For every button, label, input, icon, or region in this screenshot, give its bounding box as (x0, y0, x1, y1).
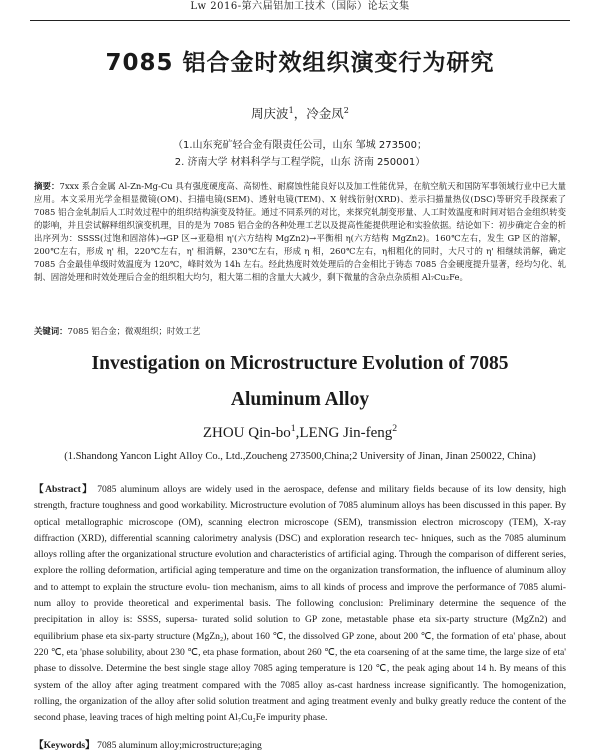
running-header-text: Lw 2016-第六届铝加工技术（国际）论坛文集 (190, 1, 410, 12)
chinese-abstract (34, 180, 566, 284)
author-2-affiliation-mark: 2 (343, 104, 349, 115)
chinese-keywords-label: 关键词： (34, 326, 68, 336)
author-2: 冷金凤 (306, 106, 344, 121)
chinese-affiliation-2: 2. 济南大学 材料科学与工程学院，山东 济南 250001） (174, 157, 426, 168)
english-abstract-text: 7085 aluminum alloys are widely used in the aerospace, defense and military fields because of its low density, high strength, fracture toughness and good workability. Microstructure evolution of 7085 aluminum alloys has been discussed in this paper. By optical metallographic microscope (OM), scanning electron microscope (SEM), transmission electron microscopy (TEM), X-ray diffraction (XRD), differential scanning calorimetry analysis (DSC) and exploration research tec- hniques, such as the 7085 aluminum alloys rolling after the organizational structure evolution and characteristics of artificial aging. Through the comparison of different series, explore the rolling deformation, artificial aging temperature and time on the organization transformation, the influence of aluminum alloy and to attempt to explain the structure evolu- tion mechanism, aims to all kinds of process and improve the performance of 7085 alumi- num alloy to provide theoretical and experimental basis. The following conclusion: Preliminary determine the sequence of the precipitation in alloy is: SSSS, supersa- turated solid solution to GP zone, metastable phase eta six-party structure (MgZn2) and equilibrium phase eta six-party structure (MgZn₂), about 160 ℃, the dissolved GP zone, about 200 ℃, the formation of eta' phase, about 220 ℃, eta 'phase solubility, about 230 ℃, eta phase formation, about 260 ℃, the eta coarsening of at the same time, the large size of eta' phase to dissolve. Determine the best single stage alloy 7085 aging temperature is 120 ℃, the peak aging about 14 h. By means of this system of the alloy after aging treatment compared with the 7085 alloy as-cast hardness increase significantly. The homogenization, rolling, the organization of the alloy after solid solution treatment and aging treatment evenly and bulky greatly reduce the content of the second phase, leaving traces of high melting point Al₇Cu₂Fe impurity phase. (34, 484, 567, 724)
english-keywords-label: 【Keywords】 (34, 740, 95, 751)
chinese-keywords (34, 325, 566, 338)
chinese-keywords-text: 7085 铝合金；微观组织；时效工艺 (67, 326, 201, 336)
chinese-title: 7085 铝合金时效组织演变行为研究 (105, 50, 495, 76)
author-1: 周庆波 (251, 106, 289, 121)
english-author-2-affiliation-mark: 2 (392, 423, 398, 434)
english-author-separator: , (295, 425, 300, 441)
english-author-1-affiliation-mark: 1 (290, 423, 296, 434)
chinese-abstract-text: 7xxx 系合金属 Al-Zn-Mg-Cu 具有强度硬度高、高韧性、耐腐蚀性能良好以及加工性能优异，在航空航天和国防军事领域行业中已大量应用。本文采用光学金相显微镜(OM)、扫描电镜(SEM)、透射电镜(TEM)、X 射线衍射(XRD)、差示扫描量热仪(DSC)等研究手段探索了 7085 铝合金轧制后人工时效过程中的组织结构演变及特征。通过不同系列的对比，来探究轧制变形量、人工时效温度和时间对铝合金组织转变的影响，并且尝试解释组织演变机理，目的是为 7085 铝合金的各种处理工艺以及提高性能提供理论和实验依据。结论如下：初步确定合金的析出序列为：SSSS(过饱和固溶体)→GP 区→亚稳相 η'(六方结构 MgZn2)→平衡相 η(六方结构 MgZn2)。160℃左右，发生 GP 区的溶解，200℃左右，形成 η' 相，220℃左右，η' 相消解，230℃左右，形成 η 相，260℃左右，η相粗化的同时，大尺寸的 η' 相继续消解，确定 7085 合金最佳单级时效温度为 120℃，峰时效为 14h 左右。经此热度时效处理后的合金相比于铸态 7085 合金硬度提升显著，经均匀化、轧制、固溶处理和时效处理后合金的组织粗大均匀，粗大第二相的含量大大减少，剩下微量的含杂点杂质相 Al₇Cu₂Fe。 (34, 181, 566, 282)
english-author-2: LENG Jin-feng (299, 425, 393, 441)
english-title-line-2: Aluminum Alloy (230, 389, 370, 410)
chinese-authors (0, 104, 600, 122)
english-abstract (34, 482, 566, 726)
chinese-affiliation-1: （1.山东兖矿轻合金有限责任公司，山东 邹城 273500； (172, 140, 428, 151)
english-keywords (34, 739, 566, 752)
running-header (30, 0, 570, 21)
author-separator: ， (293, 106, 307, 121)
english-author-1: ZHOU Qin-bo (202, 425, 291, 441)
english-title-line-1: Investigation on Microstructure Evolution of 7085 (91, 353, 509, 374)
english-keywords-text: 7085 aluminum alloy;microstructure;aging (97, 740, 262, 751)
chinese-abstract-label: 摘要： (34, 181, 60, 191)
english-affiliation: (1.Shandong Yancon Light Alloy Co., Ltd.,Zoucheng 273500,China;2 University of Jinan, Jinan 250022, China) (64, 451, 536, 462)
english-abstract-label: 【Abstract】 (34, 484, 94, 495)
author-1-affiliation-mark: 1 (288, 104, 294, 115)
english-authors (0, 423, 600, 442)
